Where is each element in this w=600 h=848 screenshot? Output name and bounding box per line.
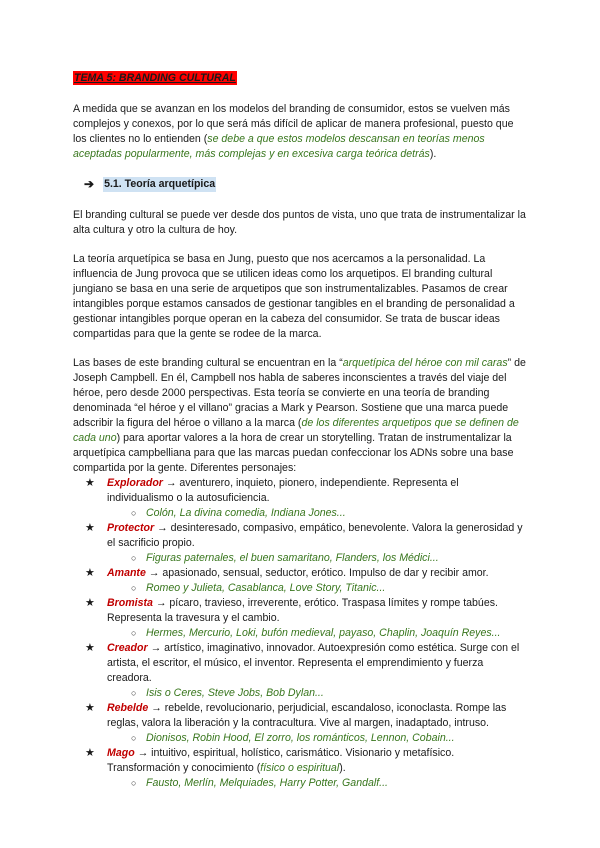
paragraph-3-a: Las bases de este branding cultural se encuentran en la “ [73,357,343,369]
list-item [73,641,528,701]
archetype-examples [73,581,528,596]
archetype-description-note: físico o espiritual [260,762,340,774]
paragraph-3-c: ) para aportar valores a la hora de crear un storytelling. Tratan de instrumentalizar la arquetípica campbelliana para que las marcas puedan confeccionar los ADNs sobre una base compartida por la gente. Diferentes personajes: [73,432,514,474]
book-title: arquetípica del héroe con mil caras [342,357,508,369]
circle-bullet-icon: ○ [131,508,137,518]
star-icon: ★ [85,597,95,609]
archetype-examples [73,506,528,521]
archetype-examples [73,776,528,791]
document-body [73,71,528,791]
section-heading [84,177,528,192]
archetype-name: Creador [107,642,148,654]
examples-text: Fausto, Merlín, Melquiades, Harry Potter, Gandalf... [146,777,388,789]
paragraph-1: El branding cultural se puede ver desde dos puntos de vista, uno que trata de instrumentalizar la alta cultura y otro la cultura de hoy. [73,209,526,236]
list-item [73,476,528,521]
section-heading-text: 5.1. Teoría arquetípica [104,178,216,190]
list-item [73,701,528,746]
star-icon: ★ [85,747,95,759]
archetype-name: Explorador [107,477,163,489]
archetype-description: → desinteresado, compasivo, empático, benevolente. Valora la generosidad y el sacrificio propio. [107,522,523,549]
list-item [73,566,528,596]
paragraph-3-note: de los diferentes arquetipos que se definen de cada uno [73,417,519,444]
star-icon: ★ [85,522,95,534]
list-item [73,596,528,641]
archetype-name: Mago [107,747,135,759]
examples-text: Colón, La divina comedia, Indiana Jones... [146,507,346,519]
arrow-icon: ➔ [84,177,95,191]
list-item [73,521,528,566]
archetype-name: Amante [107,567,146,579]
archetype-description: → apasionado, sensual, seductor, erótico. Impulso de dar y recibir amor. [145,567,489,579]
star-icon: ★ [85,477,95,489]
archetype-description: → artístico, imaginativo, innovador. Autoexpresión como estética. Surge con el artista, el escritor, el músico, el inventor. Representa el emprendimiento y fuerza creadora. [107,642,520,684]
intro-paragraph [73,102,528,162]
archetype-description: → pícaro, travieso, irreverente, erótico. Traspasa límites y rompe tabúes. Representa la travesura y el cambio. [107,597,498,624]
examples-text: Figuras paternales, el buen samaritano, Flanders, los Médici... [146,552,439,564]
paragraph-3 [73,356,528,476]
examples-text: Hermes, Mercurio, Loki, bufón medieval, payaso, Chaplin, Joaquín Reyes... [146,627,501,639]
circle-bullet-icon: ○ [131,733,137,743]
paragraph-3-b: ” de Joseph Campbell. En él, Campbell nos habla de saberes inconscientes a través del viaje del héroe, pero desde 2000 perspectivas. Esta teoría se convierte en una teoría de branding denominada “el héroe y el villano” gracias a Mark y Pearson. Sostiene que una marca puede adscribir la figura del héroe o villano a la marca ( [73,357,526,429]
archetype-description: → aventurero, inquieto, pionero, independiente. Representa el individualismo o la autosuficiencia. [107,477,459,504]
star-icon: ★ [85,702,95,714]
list-item [73,746,528,791]
archetype-examples [73,551,528,566]
archetype-list [73,476,528,791]
examples-text: Romeo y Julieta, Casablanca, Love Story, Titanic... [146,582,386,594]
circle-bullet-icon: ○ [131,583,137,593]
circle-bullet-icon: ○ [131,628,137,638]
star-icon: ★ [85,567,95,579]
examples-text: Isis o Ceres, Steve Jobs, Bob Dylan... [146,687,324,699]
archetype-examples [73,731,528,746]
archetype-examples [73,626,528,641]
page-title: TEMA 5: BRANDING CULTURAL [74,72,236,84]
archetype-description: → intuitivo, espiritual, holístico, carismático. Visionario y metafísico. Transformación y conocimiento ( [107,747,455,774]
intro-end: ). [429,148,437,160]
archetype-name: Protector [107,522,155,534]
star-icon: ★ [85,642,95,654]
archetype-description: → rebelde, revolucionario, perjudicial, escandaloso, iconoclasta. Rompe las reglas, valora la liberación y la contracultura. Vive al margen, inadaptado, intruso. [107,702,507,729]
examples-text: Dionisos, Robin Hood, El zorro, los románticos, Lennon, Cobain... [146,732,455,744]
archetype-description-end: ). [339,762,346,774]
archetype-name: Bromista [107,597,153,609]
archetype-examples [73,686,528,701]
circle-bullet-icon: ○ [131,778,137,788]
intro-note: se debe a que estos modelos descansan en teorías menos aceptadas popularmente, más complejas y en excesiva carga teórica detrás [73,133,485,160]
archetype-name: Rebelde [107,702,149,714]
circle-bullet-icon: ○ [131,688,137,698]
paragraph-2: La teoría arquetípica se basa en Jung, puesto que nos acercamos a la personalidad. La influencia de Jung provoca que se utilicen ideas como los arquetipos. El branding cultural jungiano se basa en una serie de arquetipos que son instrumentalizables. Pasamos de crear intangibles porque estamos cansados de gestionar tangibles en el branding de personalidad a gestionar intangibles porque operan en la cabeza del consumidor. Se trata de buscar ideas compartidas para que la gente se rodee de la marca. [73,253,515,340]
circle-bullet-icon: ○ [131,553,137,563]
intro-text: A medida que se avanzan en los modelos del branding de consumidor, estos se vuelven más complejos y conexos, por lo que será más difícil de aplicar de manera profesional, puesto que los clientes no lo entienden ( [73,103,514,145]
